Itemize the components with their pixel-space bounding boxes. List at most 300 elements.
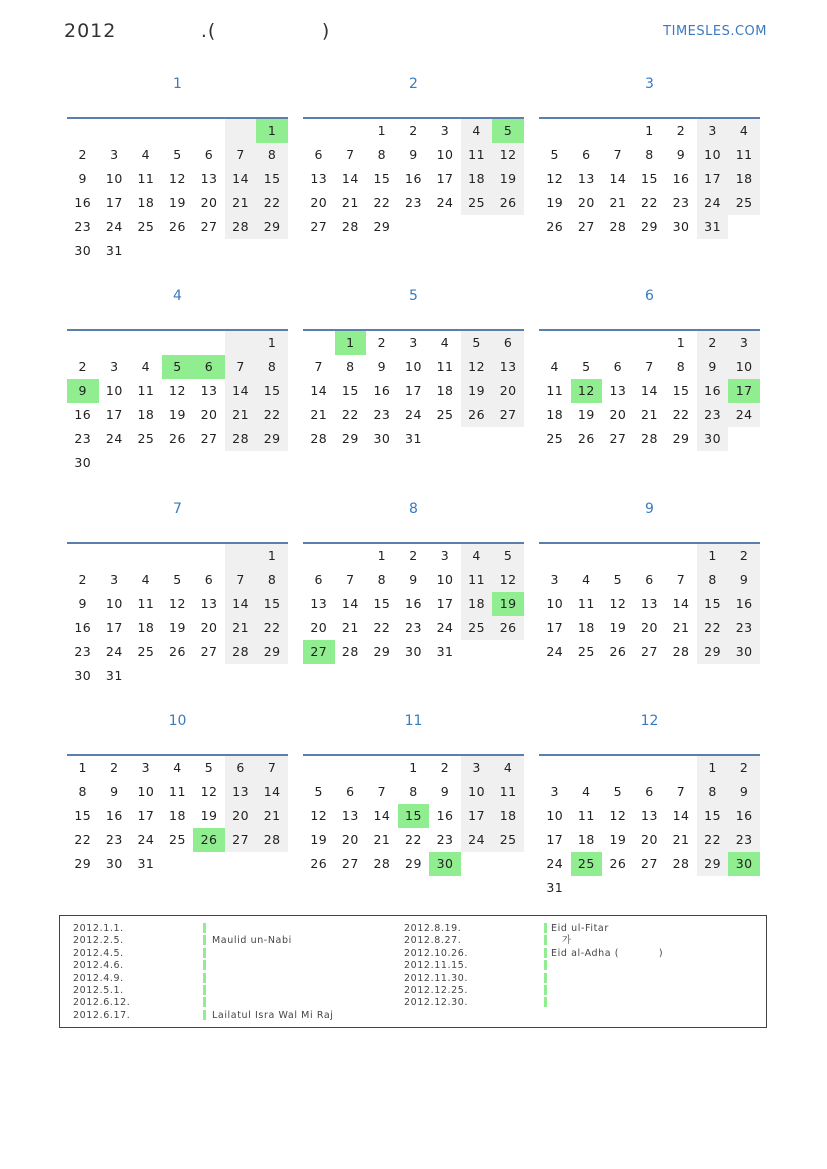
legend-holiday-name: [212, 997, 334, 1009]
legend-marker: [203, 973, 206, 983]
day-cell: 30: [728, 852, 760, 876]
day-cell: 26: [492, 616, 524, 640]
day-cell: 29: [641, 219, 658, 234]
day-cell: 26: [609, 856, 627, 871]
day-cell: 16: [697, 379, 729, 403]
day-cell: 13: [492, 355, 524, 379]
empty-cell: [162, 331, 194, 355]
day-cell: 29: [672, 431, 690, 446]
month-grid: [303, 754, 524, 876]
empty-cell: [130, 451, 162, 475]
day-cell: 30: [74, 455, 92, 470]
day-cell: 2: [78, 572, 87, 587]
legend-marker: [203, 985, 206, 995]
day-cell: 31: [405, 431, 422, 446]
week-row: [303, 804, 524, 828]
empty-cell: [225, 119, 257, 143]
empty-cell: [539, 756, 571, 780]
day-cell: 3: [110, 359, 119, 374]
day-cell: 8: [377, 572, 387, 587]
day-cell: 27: [641, 856, 658, 871]
day-cell: 4: [728, 119, 760, 143]
week-row: [539, 331, 760, 355]
empty-cell: [225, 331, 257, 355]
day-cell: 31: [105, 243, 123, 258]
week-row: [67, 640, 288, 664]
day-cell: 7: [225, 355, 257, 379]
day-cell: 14: [310, 383, 328, 398]
week-row: [67, 215, 288, 239]
day-cell: 8: [697, 780, 729, 804]
legend-marker: [203, 997, 206, 1007]
day-cell: 6: [204, 147, 214, 162]
day-cell: 10: [105, 171, 123, 186]
day-cell: 10: [546, 808, 564, 823]
day-cell: 23: [105, 832, 123, 847]
day-cell: 26: [492, 191, 524, 215]
day-cell: 20: [200, 407, 218, 422]
day-cell: 8: [645, 147, 654, 162]
day-cell: 10: [137, 784, 155, 799]
day-cell: 26: [461, 403, 493, 427]
day-cell: 13: [609, 383, 627, 398]
month-grid: [539, 542, 760, 664]
day-cell: 16: [74, 620, 92, 635]
day-cell: 1: [256, 544, 288, 568]
legend-holiday-name: [212, 973, 334, 985]
page-title: 2012 .( ): [64, 20, 331, 42]
week-row: [539, 427, 760, 451]
holiday-legend: [59, 915, 767, 1028]
day-cell: 14: [672, 596, 690, 611]
day-cell: 30: [74, 668, 92, 683]
day-cell: 10: [546, 596, 564, 611]
day-cell: 30: [728, 640, 760, 664]
day-cell: 8: [256, 568, 288, 592]
empty-cell: [99, 119, 131, 143]
week-row: [67, 592, 288, 616]
day-cell: 7: [256, 756, 288, 780]
day-cell: 24: [405, 407, 422, 422]
empty-cell: [130, 239, 162, 263]
day-cell: 10: [697, 143, 729, 167]
empty-cell: [634, 756, 666, 780]
day-cell: 24: [105, 431, 123, 446]
month-title: 2: [409, 76, 418, 92]
empty-cell: [303, 331, 335, 355]
day-cell: 17: [105, 620, 123, 635]
day-cell: 31: [105, 668, 123, 683]
empty-cell: [539, 544, 571, 568]
empty-cell: [162, 664, 194, 688]
legend-left-markers: [203, 923, 206, 1022]
day-cell: 16: [728, 592, 760, 616]
day-cell: 30: [697, 427, 729, 451]
day-cell: 25: [546, 431, 564, 446]
empty-cell: [665, 876, 697, 900]
empty-cell: [130, 544, 162, 568]
day-cell: 6: [193, 355, 225, 379]
day-cell: 23: [74, 219, 92, 234]
day-cell: 10: [105, 596, 123, 611]
day-cell: 12: [169, 383, 186, 398]
day-cell: 3: [409, 335, 418, 350]
day-cell: 25: [577, 644, 595, 659]
week-row: [303, 828, 524, 852]
day-cell: 3: [110, 147, 119, 162]
week-row: [67, 664, 288, 688]
week-row: [539, 780, 760, 804]
day-cell: 31: [697, 215, 729, 239]
day-cell: 17: [697, 167, 729, 191]
day-cell: 3: [728, 331, 760, 355]
week-row: [303, 191, 524, 215]
day-cell: 14: [641, 383, 658, 398]
week-row: [303, 167, 524, 191]
legend-date: 2012.4.6.: [73, 960, 124, 972]
empty-cell: [193, 451, 225, 475]
day-cell: 25: [137, 219, 155, 234]
legend-date: 2012.11.15.: [404, 960, 469, 972]
month-block: [539, 74, 760, 234]
day-cell: 9: [377, 359, 387, 374]
day-cell: 15: [672, 383, 690, 398]
week-row: [539, 640, 760, 664]
legend-date: 2012.6.12.: [73, 997, 131, 1009]
day-cell: 11: [461, 143, 493, 167]
empty-cell: [193, 664, 225, 688]
day-cell: 16: [405, 596, 422, 611]
day-cell: 19: [169, 195, 186, 210]
day-cell: 17: [436, 596, 454, 611]
week-row: [303, 592, 524, 616]
day-cell: 17: [436, 171, 454, 186]
empty-cell: [571, 544, 603, 568]
week-row: [539, 119, 760, 143]
legend-left-dates: [73, 923, 130, 1022]
day-cell: 28: [225, 427, 257, 451]
day-cell: 3: [440, 123, 450, 138]
legend-marker: [203, 935, 206, 945]
day-cell: 18: [461, 167, 493, 191]
day-cell: 15: [373, 171, 391, 186]
month-grid: [303, 329, 524, 451]
day-cell: 13: [200, 383, 218, 398]
empty-cell: [162, 852, 194, 876]
month-grid: [539, 754, 760, 900]
empty-cell: [130, 119, 162, 143]
day-cell: 12: [609, 808, 627, 823]
day-cell: 4: [461, 119, 493, 143]
day-cell: 23: [697, 403, 729, 427]
day-cell: 11: [546, 383, 564, 398]
day-cell: 22: [373, 620, 391, 635]
day-cell: 10: [436, 147, 454, 162]
day-cell: 30: [429, 852, 461, 876]
day-cell: 2: [377, 335, 387, 350]
day-cell: 20: [225, 804, 257, 828]
day-cell: 30: [373, 431, 391, 446]
empty-cell: [665, 544, 697, 568]
day-cell: 2: [728, 756, 760, 780]
day-cell: 21: [373, 832, 391, 847]
empty-cell: [162, 239, 194, 263]
day-cell: 1: [697, 756, 729, 780]
day-cell: 16: [728, 804, 760, 828]
legend-date: 2012.11.30.: [404, 972, 469, 984]
day-cell: 28: [641, 431, 658, 446]
day-cell: 12: [169, 171, 186, 186]
day-cell: 25: [436, 407, 454, 422]
day-cell: 22: [641, 195, 658, 210]
day-cell: 8: [256, 355, 288, 379]
day-cell: 3: [461, 756, 493, 780]
day-cell: 28: [672, 856, 690, 871]
legend-marker: [544, 973, 547, 983]
week-row: [303, 780, 524, 804]
legend-date: 2012.8.27.: [404, 935, 462, 947]
day-cell: 26: [169, 219, 186, 234]
month-title: 6: [645, 288, 654, 304]
day-cell: 1: [256, 331, 288, 355]
day-cell: 22: [256, 191, 288, 215]
day-cell: 24: [461, 828, 493, 852]
empty-cell: [539, 331, 571, 355]
week-row: [67, 379, 288, 403]
day-cell: 9: [697, 355, 729, 379]
day-cell: 1: [377, 123, 387, 138]
empty-cell: [602, 331, 634, 355]
empty-cell: [634, 331, 666, 355]
day-cell: 4: [440, 335, 450, 350]
day-cell: 4: [582, 572, 591, 587]
day-cell: 27: [492, 403, 524, 427]
legend-marker: [544, 935, 547, 945]
day-cell: 24: [697, 191, 729, 215]
day-cell: 19: [546, 195, 564, 210]
day-cell: 22: [672, 407, 690, 422]
day-cell: 28: [373, 856, 391, 871]
week-row: [67, 143, 288, 167]
legend-date: 2012.6.17.: [73, 1009, 131, 1021]
day-cell: 19: [169, 407, 186, 422]
day-cell: 21: [310, 407, 328, 422]
week-row: [67, 331, 288, 355]
empty-cell: [571, 119, 603, 143]
week-row: [303, 756, 524, 780]
week-row: [67, 852, 288, 876]
day-cell: 21: [672, 832, 690, 847]
day-cell: 24: [436, 195, 454, 210]
day-cell: 15: [341, 383, 359, 398]
day-cell: 25: [461, 191, 493, 215]
empty-cell: [162, 544, 194, 568]
day-cell: 27: [303, 640, 335, 664]
day-cell: 29: [405, 856, 422, 871]
day-cell: 31: [137, 856, 155, 871]
legend-right-markers: [544, 923, 547, 1010]
empty-cell: [398, 215, 430, 239]
day-cell: 25: [728, 191, 760, 215]
day-cell: 6: [314, 572, 323, 587]
day-cell: 9: [67, 379, 99, 403]
day-cell: 5: [173, 572, 182, 587]
legend-date: 2012.10.26.: [404, 947, 469, 959]
day-cell: 18: [137, 195, 155, 210]
day-cell: 18: [546, 407, 564, 422]
brand-link[interactable]: TIMESLES.COM: [663, 24, 767, 39]
day-cell: 16: [405, 171, 422, 186]
legend-date: 2012.4.5.: [73, 947, 124, 959]
day-cell: 6: [613, 359, 623, 374]
day-cell: 2: [440, 760, 450, 775]
day-cell: 21: [341, 195, 359, 210]
day-cell: 12: [492, 568, 524, 592]
day-cell: 15: [641, 171, 658, 186]
day-cell: 9: [440, 784, 450, 799]
legend-marker: [544, 948, 547, 958]
empty-cell: [728, 427, 760, 451]
day-cell: 28: [225, 215, 257, 239]
day-cell: 5: [461, 331, 493, 355]
day-cell: 5: [162, 355, 194, 379]
day-cell: 5: [492, 119, 524, 143]
empty-cell: [256, 664, 288, 688]
month-grid: [303, 117, 524, 239]
day-cell: 27: [200, 431, 218, 446]
legend-date: 2012.12.25.: [404, 984, 469, 996]
day-cell: 29: [373, 644, 391, 659]
day-cell: 23: [405, 620, 422, 635]
day-cell: 7: [225, 143, 257, 167]
empty-cell: [335, 756, 367, 780]
month-grid: [67, 117, 288, 263]
month-title: 3: [645, 76, 654, 92]
day-cell: 2: [728, 544, 760, 568]
day-cell: 28: [310, 431, 328, 446]
day-cell: 3: [697, 119, 729, 143]
day-cell: 7: [645, 359, 654, 374]
empty-cell: [130, 331, 162, 355]
month-block: [303, 74, 524, 234]
month-grid: [67, 329, 288, 475]
empty-cell: [225, 544, 257, 568]
day-cell: 23: [74, 644, 92, 659]
day-cell: 12: [492, 143, 524, 167]
day-cell: 20: [200, 620, 218, 635]
legend-left-names: [212, 923, 334, 1022]
day-cell: 15: [256, 592, 288, 616]
day-cell: 11: [728, 143, 760, 167]
legend-holiday-name: Maulid un-Nabi: [212, 935, 292, 947]
empty-cell: [728, 215, 760, 239]
day-cell: 11: [492, 780, 524, 804]
day-cell: 6: [492, 331, 524, 355]
day-cell: 13: [577, 171, 595, 186]
day-cell: 12: [461, 355, 493, 379]
day-cell: 19: [577, 407, 595, 422]
day-cell: 16: [74, 407, 92, 422]
day-cell: 25: [571, 852, 603, 876]
day-cell: 21: [341, 620, 359, 635]
month-title: 1: [173, 76, 182, 92]
day-cell: 1: [78, 760, 87, 775]
legend-holiday-name: [212, 960, 334, 972]
week-row: [539, 544, 760, 568]
week-row: [539, 756, 760, 780]
day-cell: 21: [225, 403, 257, 427]
day-cell: 29: [697, 640, 729, 664]
empty-cell: [162, 119, 194, 143]
week-row: [303, 616, 524, 640]
day-cell: 5: [173, 147, 182, 162]
day-cell: 3: [550, 572, 559, 587]
day-cell: 29: [373, 219, 391, 234]
month-title: 12: [640, 713, 659, 729]
day-cell: 12: [310, 808, 328, 823]
day-cell: 1: [377, 548, 387, 563]
day-cell: 15: [256, 379, 288, 403]
day-cell: 31: [546, 880, 564, 895]
week-row: [303, 119, 524, 143]
day-cell: 7: [613, 147, 623, 162]
empty-cell: [602, 876, 634, 900]
day-cell: 14: [672, 808, 690, 823]
day-cell: 6: [645, 572, 654, 587]
week-row: [67, 355, 288, 379]
day-cell: 23: [373, 407, 391, 422]
week-row: [539, 143, 760, 167]
day-cell: 2: [697, 331, 729, 355]
empty-cell: [602, 756, 634, 780]
week-row: [539, 167, 760, 191]
day-cell: 7: [676, 784, 686, 799]
week-row: [303, 640, 524, 664]
week-row: [67, 191, 288, 215]
month-title: 7: [173, 501, 182, 517]
day-cell: 3: [550, 784, 559, 799]
day-cell: 13: [310, 171, 328, 186]
day-cell: 4: [550, 359, 559, 374]
day-cell: 20: [641, 832, 658, 847]
week-row: [67, 616, 288, 640]
empty-cell: [461, 640, 493, 664]
day-cell: 19: [609, 620, 627, 635]
day-cell: 4: [141, 572, 151, 587]
day-cell: 23: [436, 832, 454, 847]
empty-cell: [728, 876, 760, 900]
day-cell: 13: [225, 780, 257, 804]
day-cell: 22: [697, 828, 729, 852]
day-cell: 16: [672, 171, 690, 186]
day-cell: 27: [609, 431, 627, 446]
empty-cell: [256, 451, 288, 475]
day-cell: 11: [169, 784, 186, 799]
day-cell: 23: [405, 195, 422, 210]
legend-date: 2012.12.30.: [404, 997, 469, 1009]
day-cell: 29: [74, 856, 92, 871]
legend-holiday-name: 가: [551, 935, 572, 947]
day-cell: 5: [492, 544, 524, 568]
day-cell: 10: [728, 355, 760, 379]
day-cell: 11: [461, 568, 493, 592]
day-cell: 14: [373, 808, 391, 823]
day-cell: 13: [200, 171, 218, 186]
legend-holiday-name: [212, 985, 334, 997]
day-cell: 12: [200, 784, 218, 799]
day-cell: 24: [546, 644, 564, 659]
legend-marker: [544, 985, 547, 995]
